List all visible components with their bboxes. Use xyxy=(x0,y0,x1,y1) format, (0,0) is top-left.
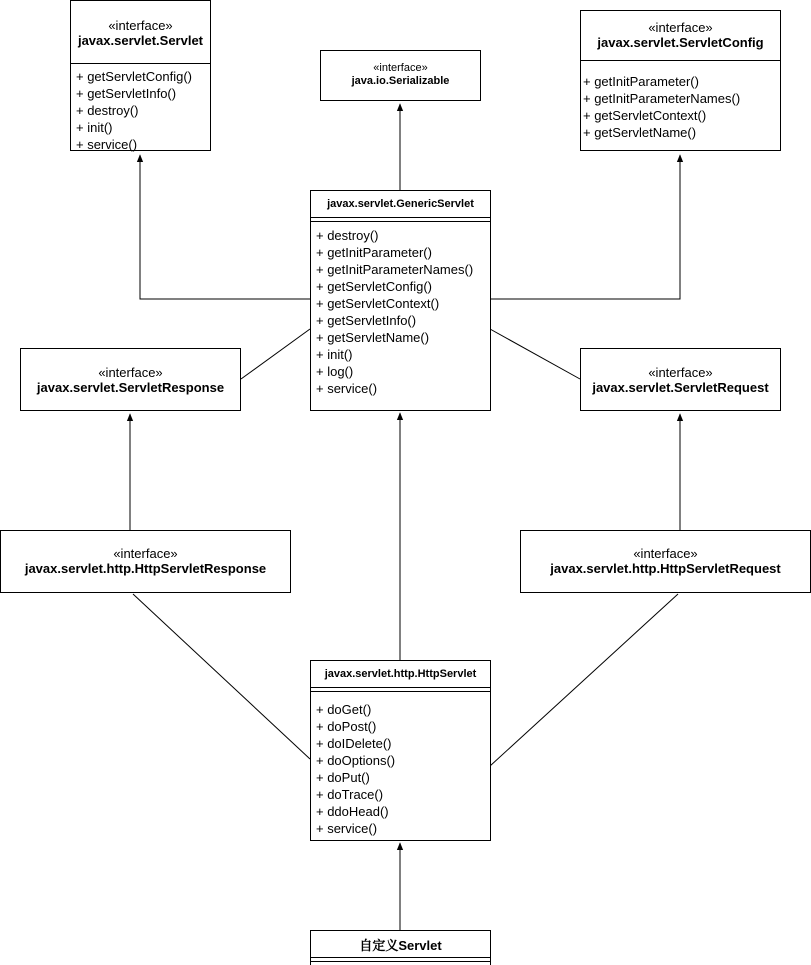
link-httpservletrequest-httpservlet xyxy=(490,594,678,766)
class-httpservletrequest[interactable] xyxy=(520,530,811,593)
class-servletrequest[interactable] xyxy=(580,348,781,411)
method: + doIDelete() xyxy=(316,736,392,751)
class-httpservletresponse[interactable] xyxy=(0,530,291,593)
stereotype-label: «interface» xyxy=(108,18,173,33)
method: + init() xyxy=(76,120,113,135)
method: + doOptions() xyxy=(316,753,396,768)
link-genericservlet-servletresponse xyxy=(241,329,310,379)
link-genericservlet-to-servlet xyxy=(140,155,310,299)
class-name: 自定义Servlet xyxy=(359,938,442,953)
method: + init() xyxy=(316,347,353,362)
method: + service() xyxy=(76,137,138,152)
class-httpservlet[interactable] xyxy=(310,660,491,841)
class-name: javax.servlet.http.HttpServletResponse xyxy=(24,561,267,576)
method: + service() xyxy=(316,381,378,396)
link-httpservletresponse-httpservlet xyxy=(133,594,310,759)
method-list xyxy=(311,222,490,397)
method: + getServletName() xyxy=(316,330,430,345)
method: + getInitParameterNames() xyxy=(583,91,741,106)
method: + getInitParameter() xyxy=(583,74,699,89)
method: + getInitParameterNames() xyxy=(316,262,474,277)
class-servlet[interactable] xyxy=(70,0,211,151)
method: + doPost() xyxy=(316,719,377,734)
stereotype-label: «interface» xyxy=(113,546,178,561)
method: + log() xyxy=(316,364,354,379)
stereotype-label: «interface» xyxy=(633,546,698,561)
method: + getServletContext() xyxy=(316,296,440,311)
method: + getServletConfig() xyxy=(76,69,192,84)
divider xyxy=(311,957,490,962)
stereotype-label: «interface» xyxy=(373,62,428,74)
link-genericservlet-servletrequest xyxy=(490,329,580,379)
method: + doGet() xyxy=(316,702,372,717)
class-name: javax.servlet.http.HttpServlet xyxy=(324,668,477,680)
class-name: java.io.Serializable xyxy=(351,75,450,87)
class-genericservlet[interactable] xyxy=(310,190,491,411)
method-list xyxy=(311,692,490,837)
class-servletconfig[interactable] xyxy=(580,10,781,151)
method: + destroy() xyxy=(316,228,379,243)
method-list xyxy=(581,61,780,141)
method: + service() xyxy=(316,821,378,836)
stereotype-label: «interface» xyxy=(648,365,713,380)
class-name: javax.servlet.Servlet xyxy=(77,33,204,48)
method: + getServletName() xyxy=(583,125,697,140)
class-serializable[interactable] xyxy=(320,50,481,101)
link-genericservlet-to-servletconfig xyxy=(490,155,680,299)
class-servletresponse[interactable] xyxy=(20,348,241,411)
method: + getServletInfo() xyxy=(76,86,177,101)
method: + getServletContext() xyxy=(583,108,707,123)
method: + destroy() xyxy=(76,103,139,118)
class-name: javax.servlet.http.HttpServletRequest xyxy=(550,561,781,576)
method: + getServletConfig() xyxy=(316,279,432,294)
class-name: javax.servlet.ServletRequest xyxy=(592,380,769,395)
method-list xyxy=(71,64,210,153)
class-name: javax.servlet.GenericServlet xyxy=(327,198,474,210)
method: + getInitParameter() xyxy=(316,245,432,260)
stereotype-label: «interface» xyxy=(648,20,713,35)
class-name: javax.servlet.ServletResponse xyxy=(36,380,225,395)
class-customservlet[interactable] xyxy=(310,930,491,965)
stereotype-label: «interface» xyxy=(98,365,163,380)
method: + doTrace() xyxy=(316,787,384,802)
method: + ddoHead() xyxy=(316,804,389,819)
class-name: javax.servlet.ServletConfig xyxy=(597,35,764,50)
method: + doPut() xyxy=(316,770,370,785)
method: + getServletInfo() xyxy=(316,313,417,328)
